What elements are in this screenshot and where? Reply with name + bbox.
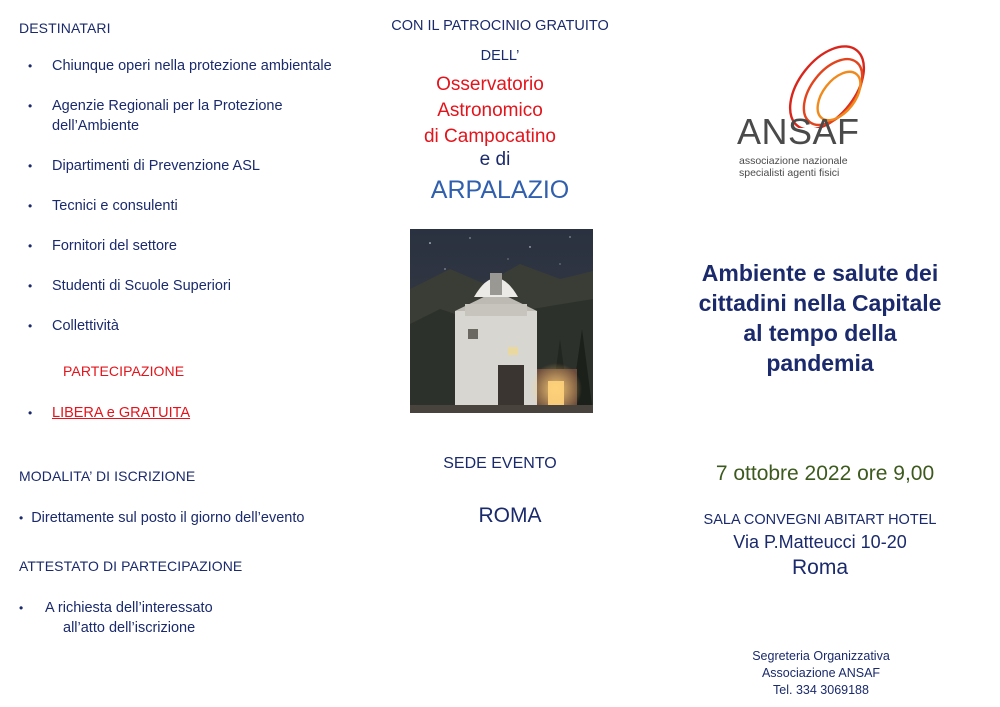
- list-item: [28, 316, 119, 336]
- ansaf-logo-sub1: associazione nazionale: [739, 155, 848, 167]
- venue-city: ROMA: [478, 504, 542, 527]
- venue-heading: SEDE EVENTO: [443, 455, 557, 472]
- recipients-heading: DESTINATARI: [19, 20, 111, 36]
- registration-heading: MODALITA’ DI ISCRIZIONE: [19, 468, 196, 484]
- secretariat-label: Segreteria Organizzativa: [752, 649, 890, 663]
- list-item: [28, 236, 177, 256]
- certificate-heading: ATTESTATO DI PARTECIPAZIONE: [19, 558, 243, 574]
- event-title-line3: al tempo della: [743, 320, 897, 346]
- certificate-item: [19, 598, 213, 638]
- arpalazio-label: ARPALAZIO: [430, 176, 570, 204]
- bullet-icon: •: [28, 99, 33, 113]
- secretariat-phone: Tel. 334 3069188: [773, 683, 869, 697]
- bullet-icon: •: [28, 279, 33, 293]
- event-title-line2: cittadini nella Capitale: [698, 290, 942, 316]
- bullet-icon: •: [28, 199, 33, 213]
- venue-address: Via P.Matteucci 10-20: [733, 532, 907, 552]
- observatory-image: [410, 229, 593, 413]
- ansaf-logo-name: ANSAF: [737, 111, 860, 152]
- observatory-line2: Astronomico: [437, 100, 543, 121]
- event-title-line1: Ambiente e salute dei: [701, 260, 939, 286]
- list-item: [28, 56, 332, 76]
- participation-item: [28, 403, 191, 423]
- event-title: [660, 258, 980, 378]
- list-item-label-cont: dell’Ambiente: [52, 118, 140, 134]
- certificate-line2: all’atto dell’iscrizione: [63, 620, 196, 636]
- list-item-label: Dipartimenti di Prevenzione ASL: [52, 158, 260, 174]
- venue-name: SALA CONVEGNI ABITART HOTEL: [703, 512, 937, 528]
- bullet-icon: •: [28, 319, 33, 333]
- patronage-line1: CON IL PATROCINIO GRATUITO: [391, 18, 609, 34]
- list-item-label: Fornitori del settore: [52, 238, 177, 254]
- observatory-line3: di Campocatino: [423, 126, 557, 147]
- bullet-icon: •: [19, 511, 24, 525]
- list-item-label: Agenzie Regionali per la Protezione: [52, 98, 283, 114]
- secretariat-org: Associazione ANSAF: [761, 666, 881, 680]
- bullet-icon: •: [19, 601, 24, 615]
- list-item: [28, 196, 178, 216]
- bullet-icon: •: [28, 239, 33, 253]
- patronage-line2: DELL’: [480, 48, 520, 64]
- list-item: [28, 96, 283, 136]
- registration-item: [19, 508, 304, 528]
- participation-value: LIBERA e GRATUITA: [52, 405, 191, 421]
- ansaf-logo-sub2: specialisti agenti fisici: [739, 167, 840, 179]
- list-item-label: Tecnici e consulenti: [52, 198, 178, 214]
- certificate-line1: A richiesta dell’interessato: [45, 600, 213, 616]
- observatory-photo: [410, 229, 593, 413]
- event-date: 7 ottobre 2022 ore 9,00: [715, 462, 935, 485]
- participation-heading: PARTECIPAZIONE: [63, 363, 185, 379]
- list-item: [28, 276, 231, 296]
- bullet-icon: •: [28, 59, 33, 73]
- list-item: [28, 156, 260, 176]
- venue-city-right: Roma: [791, 556, 849, 579]
- observatory-line1: Osservatorio: [436, 74, 544, 95]
- event-title-line4: pandemia: [766, 350, 874, 376]
- secretariat: [721, 648, 921, 699]
- and-label: e di: [479, 149, 511, 170]
- observatory-name: [370, 72, 610, 150]
- list-item-label: Studenti di Scuole Superiori: [52, 278, 231, 294]
- list-item-label: Chiunque operi nella protezione ambientale: [52, 58, 332, 74]
- list-item-label: Collettività: [52, 318, 119, 334]
- bullet-icon: •: [28, 159, 33, 173]
- registration-value: Direttamente sul posto il giorno dell’evento: [31, 510, 305, 526]
- bullet-icon: •: [28, 406, 33, 420]
- ansaf-logo: [735, 38, 895, 183]
